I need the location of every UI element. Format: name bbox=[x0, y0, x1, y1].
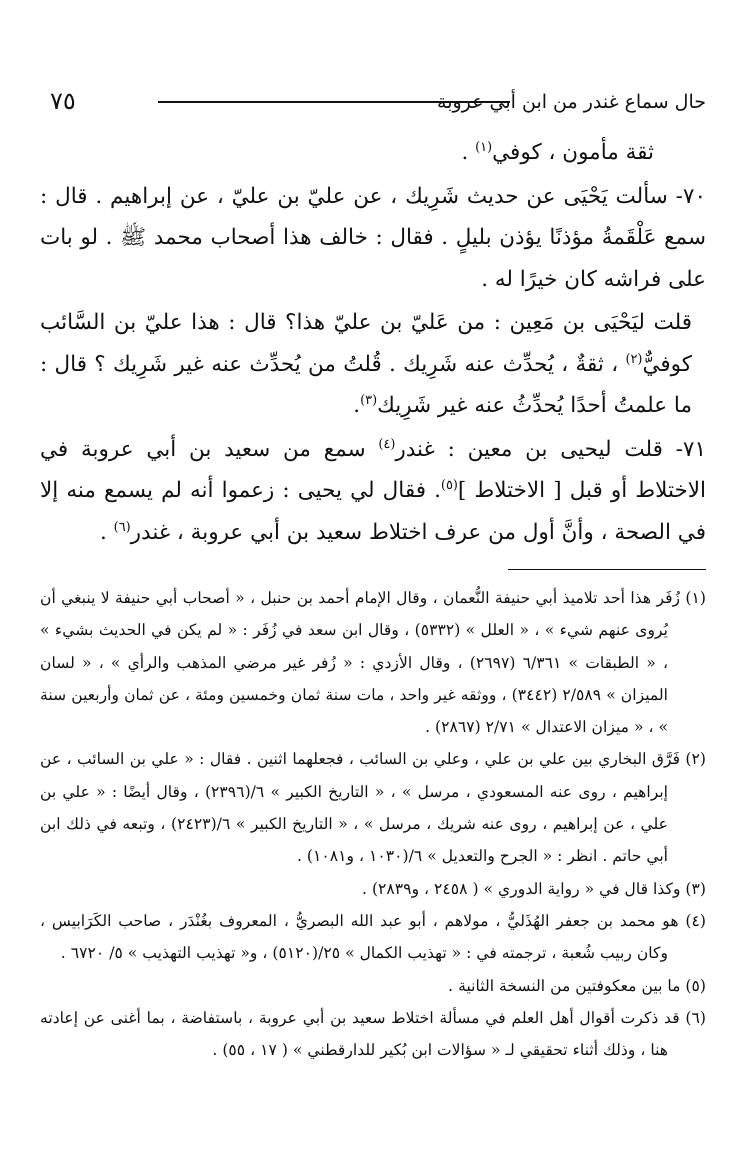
text-span: سمع من سعيد بن أبي عروبة في الاختلاط أو قبل [ الاختلاط ] bbox=[40, 436, 706, 503]
footnote-marker: (٢) bbox=[625, 351, 643, 367]
text-span: . فقال لي يحيى : زعموا أنه لم يسمع منه إلا في الصحة ، وأنَّ أول من عرف اختلاط سعيد بن أبي عروبة ، غندر bbox=[40, 478, 706, 545]
running-title: حال سماع غندر من ابن أبي عروبة bbox=[437, 91, 706, 113]
footnote-2: (٢) فَرَّق البخاري بين علي بن علي ، وعلي بن السائب ، فجعلهما اثنين . فقال : « علي بن السائب ، عن إبراهيم ، روى عنه المسعودي ، مرسل » ، « التاريخ الكبير » ٦/(٢٣٩٦) ، وقال أيضًا : « علي بن علي ، عن إبراهيم ، روى عنه شريك ، مرسل » ، « التاريخ الكبير » ٦/(٢٤٢٣) ، وتبعه في ذلك ابن أبي حاتم . انظر : « الجرح والتعديل » ٦/(١٠٣٠ ، و١٠٨١) . bbox=[40, 750, 706, 866]
text-span: ، ثقةٌ ، يُحدِّث عنه شَرِيك . قُلتُ من يُحدِّث عنه غير شَرِيك ؟ قال : ما علمتُ أحدًا يُحدِّثُ عنه غير شَرِيك bbox=[40, 351, 692, 418]
footnote-marker: (٤) bbox=[378, 436, 396, 452]
main-text bbox=[40, 132, 706, 555]
text-span: قلت ليَحْيَى بن مَعِين : من عَليّ بن عليّ هذا؟ قال : هذا عليّ بن السَّائب كوفيٌّ bbox=[40, 310, 692, 377]
footnote-marker: (١) bbox=[475, 139, 493, 155]
footnotes bbox=[40, 582, 706, 1066]
footnote-6: (٦) قد ذكرت أقوال أهل العلم في مسألة اختلاط سعيد بن أبي عروبة ، باستفاضة ، بما أغنى عن إعادته هنا ، وذلك أثناء تحقيقي لـ « سؤالات ابن بُكير للدارقطني » ( ١٧ ، ٥٥) . bbox=[40, 1008, 706, 1060]
entry-70-continued bbox=[40, 302, 706, 427]
text-span: . bbox=[353, 393, 361, 418]
footnote-marker: (٦) bbox=[113, 519, 131, 535]
footnote-5: (٥) ما بين معكوفتين من النسخة الثانية . bbox=[448, 976, 706, 995]
page-number: ٧٥ bbox=[50, 87, 76, 115]
paragraph-continuation bbox=[40, 132, 706, 174]
entry-71 bbox=[40, 429, 706, 554]
footnote-4: (٤) هو محمد بن جعفر الهُذَليُّ ، مولاهم ، أبو عبد الله البصريُّ ، المعروف بغُنْدَر ، صاحب الكَرَابيس ، وكان ربيب شُعبة ، ترجمته في : « تهذيب الكمال » ٢٥/(٥١٢٠) ، و« تهذيب التهذيب » ٥/ ٦٧٢٠ . bbox=[40, 911, 706, 963]
footnote-separator bbox=[508, 569, 706, 570]
footnote-marker: (٥) bbox=[440, 477, 458, 493]
text-span: ثقة مأمون ، كوفي bbox=[492, 140, 654, 165]
page-header bbox=[40, 86, 706, 126]
footnote-1: (١) زُفَر هذا أحد تلاميذ أبي حنيفة النُّعمان ، وقال الإمام أحمد بن حنبل ، « أصحاب أبي حنيفة لا ينبغي أن يُروى عنهم شيء » ، « العلل » (٥٣٣٢) ، وقال ابن سعد في زُفَر : « لم يكن في الحديث بشيء » ، « الطبقات » ٦/٣٦١ (٢٦٩٧) ، وقال الأزدي : « زُفر غير مرضي المذهب والرأي » ، « لسان الميزان » ٢/٥٨٩ (٣٤٤٢) ، ووثقه غير واحد ، مات سنة ثمان وخمسين ومئة ، عن ثمان وأربعين سنة » ، « ميزان الاعتدال » ٢/٧١ (٢٨٦٧) . bbox=[40, 589, 707, 737]
text-span: . bbox=[100, 519, 114, 545]
footnote-marker: (٣) bbox=[360, 392, 378, 408]
footnote-3: (٣) وكذا قال في « رواية الدوري » ( ٢٤٥٨ ، و٢٨٣٩) . bbox=[362, 879, 706, 898]
text-span: . bbox=[461, 140, 476, 165]
entry-70: ٧٠- سألت يَحْيَى عن حديث شَرِيك ، عن عليّ بن عليّ ، عن إبراهيم . قال : سمع عَلْقَمةُ مؤذنًا يؤذن بليلٍ . فقال : خالف هذا أصحاب محمد ﷺ . لو بات على فراشه كان خيرًا له . bbox=[40, 183, 706, 292]
text-span: ٧١- قلت ليحيى بن معين : غندر bbox=[395, 436, 706, 462]
